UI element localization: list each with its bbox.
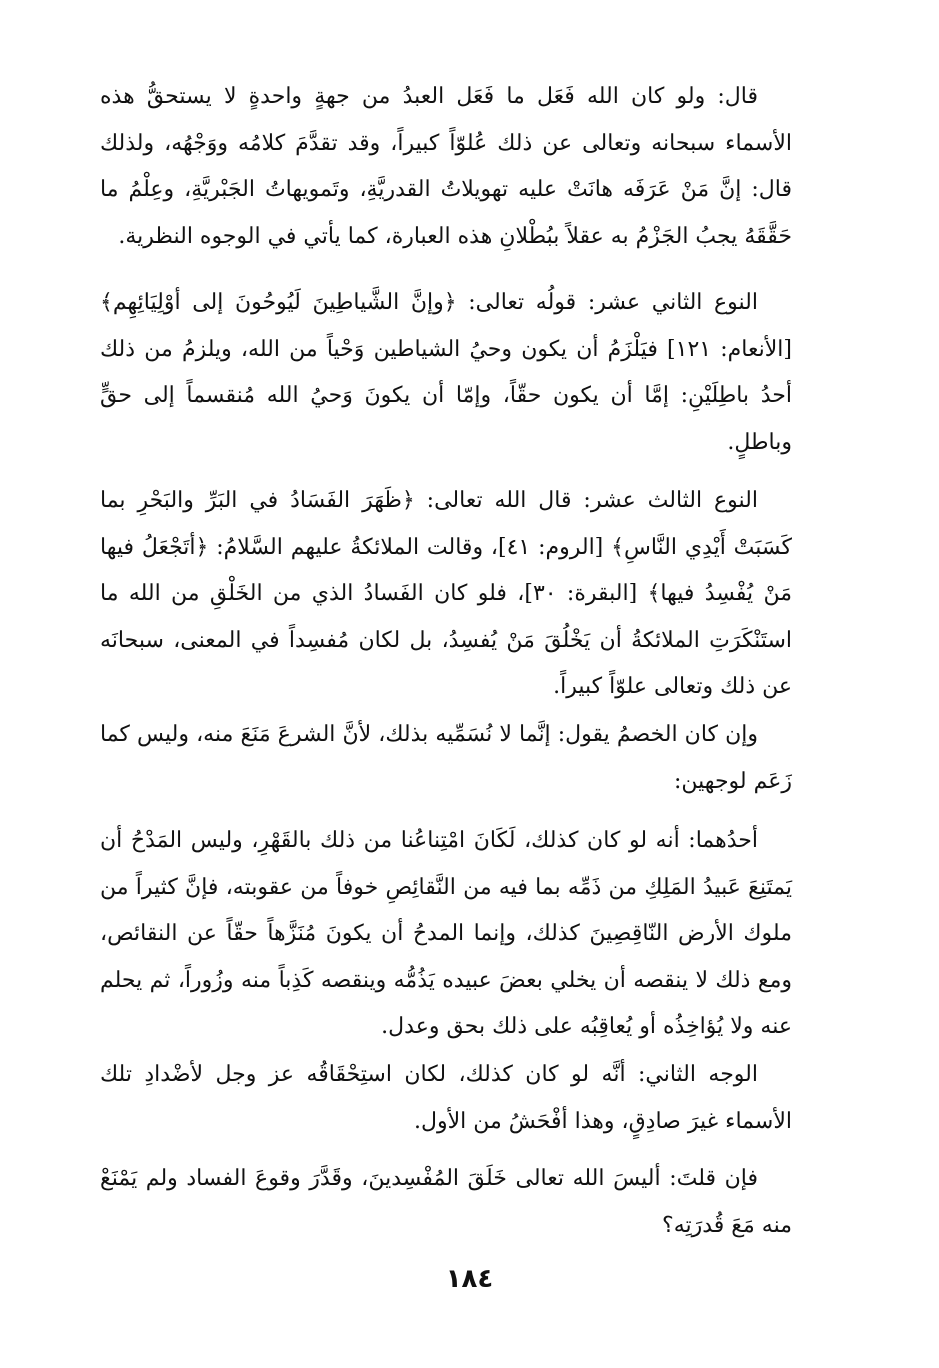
paragraph-text: فإن قلتَ: أليسَ الله تعالى خَلَقَ المُفْسِدينَ، وقَدَّرَ وقوعَ الفساد ولم يَمْنَعْ منه مَعَ قُدرَتِه؟ <box>100 1166 792 1238</box>
paragraph-3 <box>100 478 792 711</box>
paragraph-text: قال: ولو كان الله فَعَل ما فَعَل العبدُ من جهةٍ واحدةٍ لا يستحقُّ هذه الأسماء سبحانه وتعالى عن ذلك عُلوّاً كبيراً، وقد تقدَّمَ كلامُه ووَجْهُه، ولذلك قال: إنَّ مَنْ عَرَفَه هانَتْ عليه تهويلاتُ القدريَّةِ، وتَمويهاتُ الجَبْريَّةِ، وعِلْمُ ما حَقَّقَهُ يجبُ الجَزْمُ به عقلاً ببُطْلانِ هذه العبارة، كما يأتي في الوجوه النظرية. <box>100 84 792 249</box>
paragraph-5 <box>100 818 792 1051</box>
paragraph-2 <box>100 280 792 466</box>
paragraph-1 <box>100 74 792 260</box>
paragraph-text: النوع الثالث عشر: قال الله تعالى: ﴿ظَهَرَ الفَسَادُ في البَرِّ والبَحْرِ بما كَسَبَتْ أَيْدِي النَّاسِ﴾ [الروم: ٤١]، وقالت الملائكةُ عليهم السَّلامُ: ﴿أتَجْعَلُ فيها مَنْ يُفْسِدُ فيها﴾ [البقرة: ٣٠]، فلو كان الفَسادُ الذي من الخَلْقِ من الله ما استَنْكَرَتِ الملائكةُ أن يَخْلُقَ مَنْ يُفسِدُ، بل لكان مُفسِداً في المعنى، سبحانَه عن ذلك وتعالى علوّاً كبيراً. <box>100 488 793 699</box>
paragraph-text: أحدُهما: أنه لو كان كذلك، لَكَانَ امْتِناعُنا من ذلك بالقَهْرِ، وليس المَدْحُ أن يَمتَنِعَ عَبيدُ المَلِكِ من ذَمِّه بما فيه من النَّقائِصِ خوفاً من عقوبته، فإنَّ كثيراً من ملوك الأرض النّاقِصِينَ كذلك، وإنما المدحُ أن يكونَ مُنَزَّهاً حقّاً عن النقائص، ومع ذلك لا ينقصه أن يخلي بعضَ عبيده يَذُمُّه وينقصه كَذِباً منه وزُوراً، ثم يحلم عنه ولا يُؤاخِذُه أو يُعاقِبُه على ذلك بحق وعدل. <box>100 828 792 1039</box>
paragraph-7 <box>100 1156 792 1249</box>
paragraph-text: وإن كان الخصمُ يقول: إنَّما لا نُسَمِّيه بذلك، لأنَّ الشرعَ مَنَعَ منه، وليس كما زَعَم لوجهين: <box>100 722 792 794</box>
paragraph-text: النوع الثاني عشر: قولُه تعالى: ﴿وإنَّ الشَّياطِينَ لَيُوحُونَ إلى أوْلِيَائِهِم﴾ [الأنعام: ١٢١] فيَلْزَمُ أن يكون وحيُ الشياطين وَحْياً من الله، ويلزمُ من ذلك أحدُ باطِلَيْنِ: إمَّا أن يكون حقّاً، وإمّا أن يكونَ وَحيُ الله مُنقسماً إلى حقٍّ وباطلٍ. <box>100 290 792 455</box>
paragraph-text: الوجه الثاني: أنَّه لو كان كذلك، لكان استِحْقَاقُه عز وجل لأضْدادِ تلك الأسماء غيرَ صادِقٍ، وهذا أفْحَشُ من الأول. <box>100 1062 792 1134</box>
paragraph-6 <box>100 1052 792 1145</box>
paragraph-4 <box>100 712 792 805</box>
page-number: ١٨٤ <box>445 1264 494 1294</box>
